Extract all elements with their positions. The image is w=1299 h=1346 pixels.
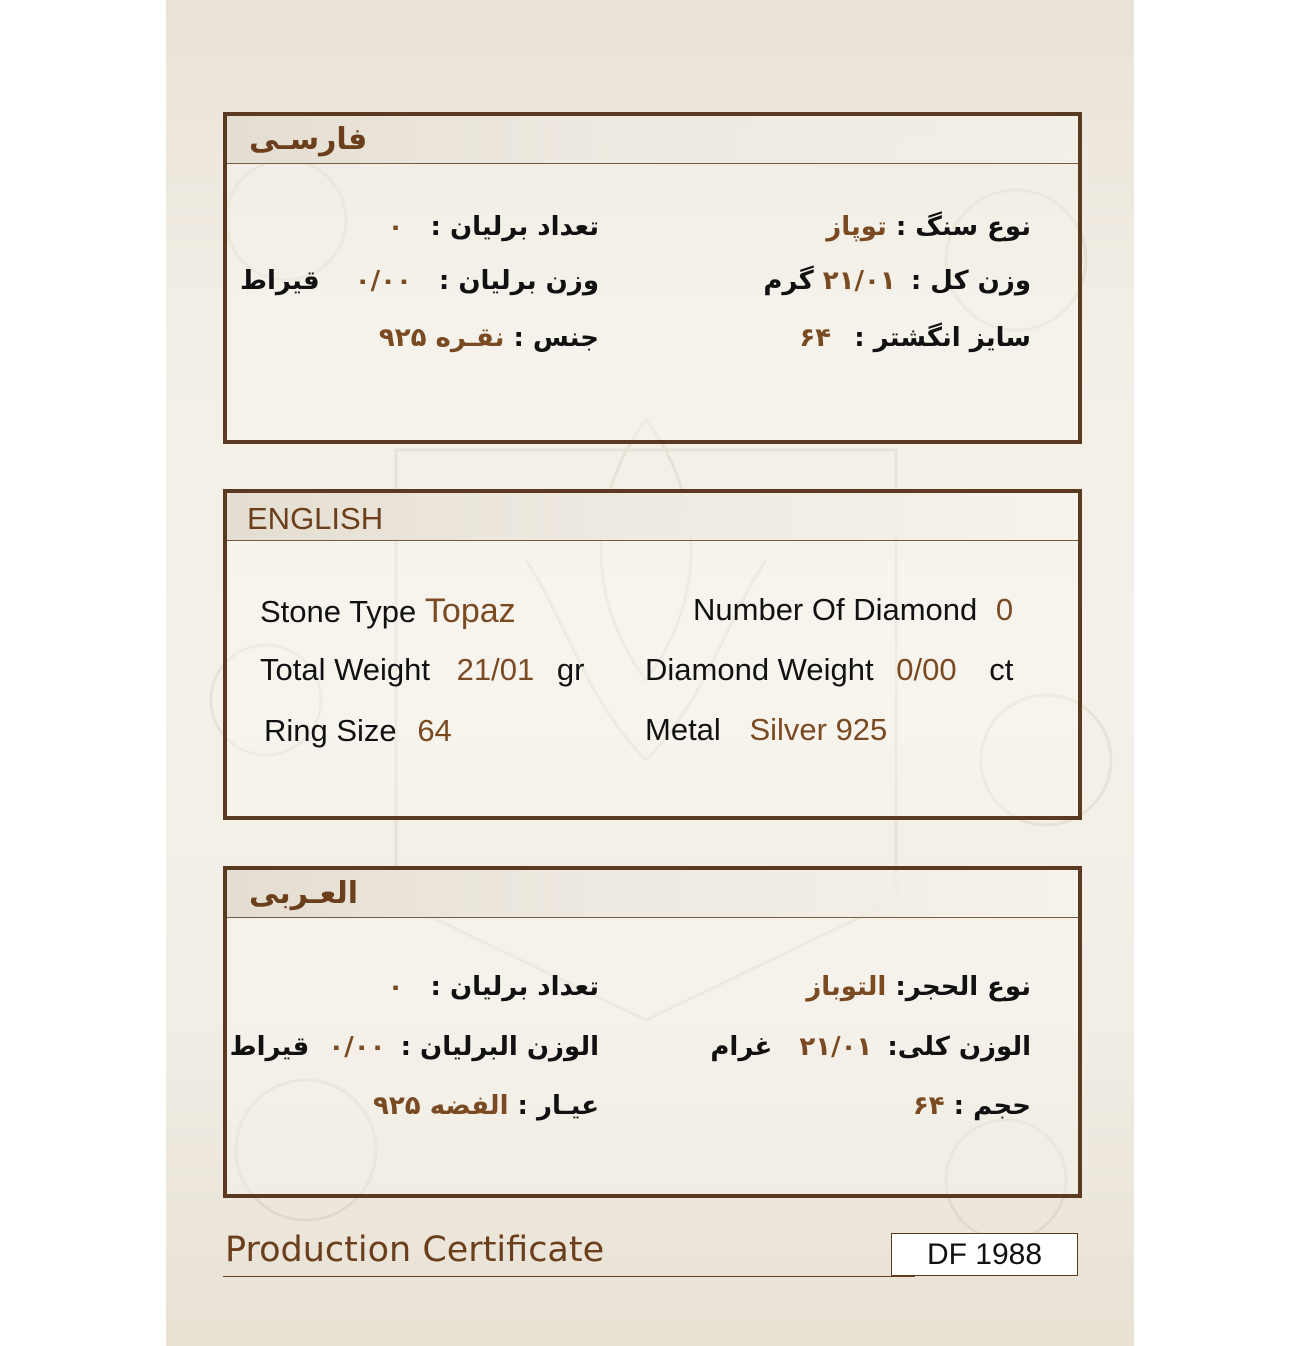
english-diamond-count-value: 0 [995,592,1014,627]
persian-total-weight [763,266,1031,296]
english-total-weight [260,652,584,688]
arabic-diamond-count [388,972,599,1002]
certificate-code: DF 1988 [891,1233,1078,1276]
arabic-header [227,870,1078,918]
persian-diamond-count [388,212,599,242]
persian-diamond-count-value: ۰ [387,212,404,242]
arabic-diamond-weight [230,1032,599,1062]
persian-total-weight-label: وزن کل : [910,266,1031,296]
persian-ring-size [799,323,1031,353]
english-diamond-weight-label: Diamond Weight [645,652,874,687]
arabic-size [913,1091,1031,1121]
persian-metal [379,323,599,353]
english-diamond-count-label: Number Of Diamond [693,592,978,627]
persian-diamond-weight-value: ۰/۰۰ [354,266,412,296]
english-ring-size-value: 64 [417,713,452,748]
arabic-diamond-weight-unit: قیراط [229,1032,310,1062]
english-total-weight-value: 21/01 [456,652,535,687]
arabic-diamond-weight-value: ۰/۰۰ [328,1032,386,1062]
english-metal [645,712,887,748]
arabic-total-weight-value: ۲۱/۰۱ [799,1032,873,1062]
certificate-title: Production Certificate [225,1230,605,1270]
arabic-total-weight-unit: غرام [710,1032,773,1062]
arabic-size-label: حجم : [953,1091,1031,1121]
persian-stone-type [826,212,1031,242]
english-total-weight-unit: gr [556,652,585,687]
english-metal-label: Metal [645,712,721,747]
arabic-diamond-weight-label: الوزن البرلیان : [400,1032,599,1062]
persian-diamond-weight [240,266,599,296]
arabic-diamond-count-value: ۰ [387,972,404,1002]
persian-total-weight-unit: گرم [763,266,814,296]
english-diamond-weight-unit: ct [989,652,1014,687]
arabic-stone-type-value: التوباز [806,972,887,1002]
persian-header-label: فارسـی [249,122,368,157]
english-metal-value: Silver 925 [749,712,888,747]
persian-diamond-weight-unit: قیراط [239,266,320,296]
arabic-size-value: ۶۴ [912,1091,945,1121]
persian-ring-size-label: سایز انگشتر : [854,323,1031,353]
english-header-label: ENGLISH [247,501,384,536]
persian-header [227,116,1078,164]
persian-metal-value: نقـره ۹۲۵ [378,323,505,353]
persian-metal-label: جنس : [513,323,599,353]
persian-diamond-count-label: تعداد برلیان : [430,212,599,242]
arabic-diamond-count-label: تعداد برلیان : [430,972,599,1002]
english-header [227,493,1078,541]
arabic-stone-type-label: نوع الحجر: [895,972,1031,1002]
english-diamond-weight-value: 0/00 [896,652,957,687]
english-diamond-count [693,592,1013,628]
english-ring-size-label: Ring Size [264,713,397,748]
persian-stone-type-value: توپاز [826,212,887,242]
arabic-total-weight-label: الوزن کلی: [887,1032,1031,1062]
english-stone-type-value: Topaz [424,592,516,630]
arabic-header-label: العـربی [249,876,359,911]
persian-ring-size-value: ۶۴ [799,323,832,353]
english-total-weight-label: Total Weight [260,652,431,687]
arabic-metal [373,1091,599,1121]
persian-diamond-weight-label: وزن برلیان : [438,266,599,296]
english-diamond-weight [645,652,1013,688]
english-stone-type [260,592,516,631]
arabic-metal-value: الفضه ۹۲۵ [373,1091,509,1121]
arabic-stone-type [806,972,1031,1002]
persian-stone-type-label: نوع سنگ : [895,212,1031,242]
english-ring-size [264,713,452,749]
english-stone-type-label: Stone Type [260,594,417,629]
arabic-metal-label: عیـار : [517,1091,599,1121]
footer-divider [223,1276,915,1277]
arabic-total-weight [710,1032,1031,1062]
persian-total-weight-value: ۲۱/۰۱ [822,266,896,296]
